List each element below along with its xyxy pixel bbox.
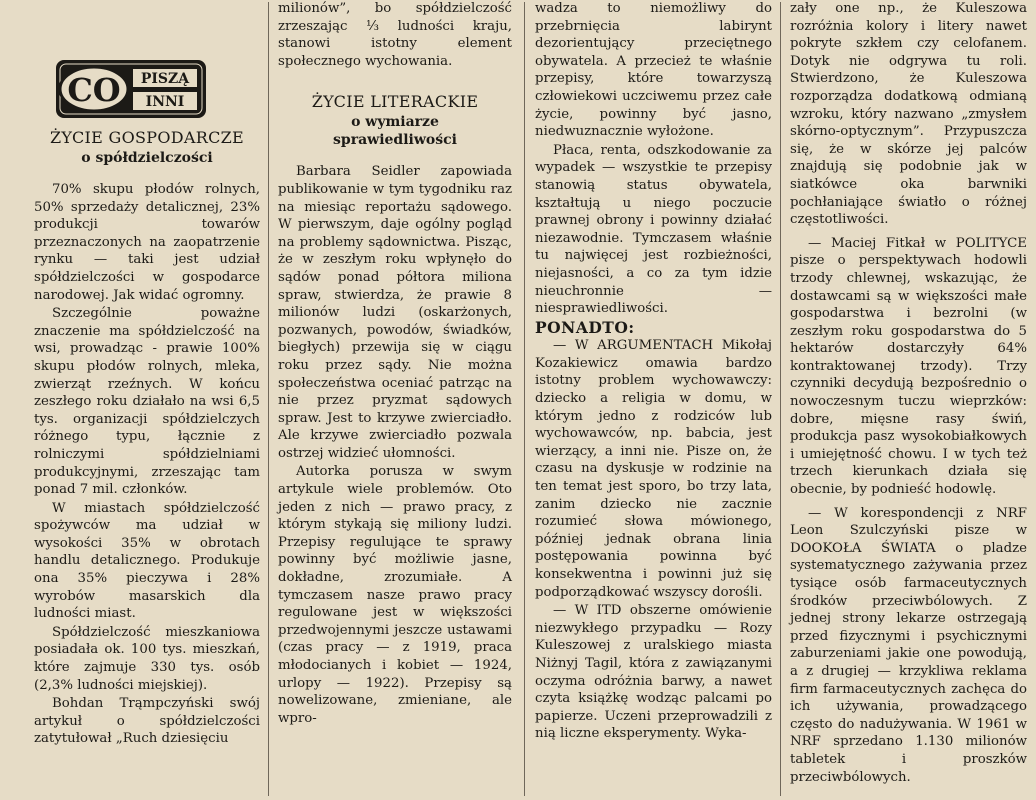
logo-co-text: CO [67, 71, 121, 109]
ponadto-heading: PONADTO: [535, 317, 635, 337]
section-subtitle-line-2: sprawiedliwości [333, 132, 457, 149]
column-rule-1 [268, 2, 269, 796]
column-rule-2 [524, 2, 525, 796]
paragraph: Płaca, renta, odszkodowanie za wypadek — wszystkie te przepisy stanowią status obywatela, kształtują u niego poczucie prawnej obrony i powinny działać niezawodnie. Tymczasem właśnie tu najwięcej jest rozbieżności, niejasności, a co za tym idzie nieuchronnie — niesprawiedliwości. [535, 142, 772, 317]
paragraph-continuation: wadza to niemożliwy do przebrnięcia labirynt dezorientujący przeciętnego obywatela. A przecież te właśnie przepisy, które towarzyszą człowiekowi uczciwemu przez całe życie, powinny być jasno, niedwuznacznie wyłożone. [535, 1, 772, 140]
column-rule-3 [780, 2, 781, 796]
logo-inni-text: INNI [145, 94, 185, 110]
co-pisza-inni-logo [56, 60, 206, 118]
paragraph-continuation: zały one np., że Kuleszowa rozróżnia kolory i litery nawet pokryte szkłem czy celofanem. Dotyk nie odgrywa tu roli. Stwierdzono, że Kuleszowa rozporządza dodatkową odmianą wzroku, który nazwano „zmysłem skórno-optycznym”. Przypuszcza się, że w skórze jej palców znajdują się podobnie jak w siatkówce oka barwniki pochłaniające światło o różnej częstotliwości. [790, 1, 1027, 228]
paragraph: Spółdzielczość mieszkaniowa posiadała ok. 100 tys. mieszkań, które zajmuje 330 tys. osób (2,3% ludności miejskiej). [34, 624, 260, 693]
paragraph: — W ITD obszerne omówienie niezwykłego przypadku — Rozy Kuleszowej z uralskiego miasta Niżnyj Tagil, która z zawiązanymi oczyma odróżnia barwy, a nawet czyta książkę wodząc palcami po papierze. Uczeni przeprowadzili z nią liczne eksperymenty. Wyka- [535, 603, 772, 742]
column-2 [278, 0, 512, 800]
section-title-literackie: ŻYCIE LITERACKIE [311, 92, 479, 112]
paragraph-continuation: milionów”, bo spółdzielczość zrzeszając ⅓ ludności kraju, stanowi istotny element społecznego wychowania. [278, 1, 512, 69]
paragraph: Barbara Seidler zapowiada publikowanie w tym tygodniku raz na miesiąc reportażu sądowego. W pierwszym, daje ogólny pogląd na problemy sądownictwa. Pisząc, że w zeszłym roku wpłynęło do sądów ponad półtora miliona spraw, stwierdza, że prawie 8 milionów ludzi (oskarżonych, pozwanych, powodów, świadków, biegłych) przewija się w ciągu roku przez sądy. Nie można społeczeństwa oceniać patrząc na nie przez pryzmat sądowych spraw. Jest to krzywe zwierciadło. Ale krzywe zwierciadło pozwala ostrzej widzieć ułomności. [278, 164, 512, 461]
paragraph: Szczególnie poważne znaczenie ma spółdzielczość na wsi, prowadząc - prawie 100% skupu płodów rolnych, mleka, zwierząt rzeźnych. W końcu zeszłego roku działało na wsi 6,5 tys. organizacji spółdzielczych różnego typu, łącznie z rolniczymi spółdzielniami produkcyjnymi, zrzeszając tam ponad 7 mil. członków. [34, 306, 260, 498]
logo-pisza-text: PISZĄ [140, 71, 190, 87]
column-1 [34, 0, 260, 800]
paragraph: Bohdan Trąmpczyński swój artykuł o spółdzielczości zatytułował „Ruch dziesięciu [34, 696, 260, 747]
column-3 [535, 0, 772, 800]
paragraph: — W ARGUMENTACH Mikołaj Kozakiewicz omawia bardzo istotny problem wychowawczy: dziecko a religia w domu, w którym jedno z rodziców lub wychowawców, np. babcia, jest wierzący, a inni nie. Pisze on, że czasu na dyskusje w rodzinie na ten temat jest sporo, bo trzy lata, zanim dziecko nie zacznie rozumieć słowa mówionego, później jednak obrana linia postępowania powinna być konsekwentna i powinni już się podporządkować wszyscy dorośli. [535, 338, 772, 600]
section-subtitle-line-1: o wymiarze [351, 114, 439, 131]
paragraph: 70% skupu płodów rolnych, 50% sprzedaży detalicznej, 23% produkcji towarów przeznaczonych na zaopatrzenie rynku — taki jest udział spółdzielczości w gospodarce narodowej. Jak widać ogromny. [34, 182, 260, 303]
paragraph: W miastach spółdzielczość spożywców ma udział w wysokości 35% w obrotach handlu detalicznego. Produkuje ona 35% pieczywa i 28% wyrobów masarskich dla ludności miast. [34, 500, 260, 622]
section-subtitle-gospodarcze: o spółdzielczości [81, 150, 213, 166]
section-title-gospodarcze: ŻYCIE GOSPODARCZE [49, 128, 245, 147]
paragraph: — Maciej Fitkał w POLITYCE pisze o perspektywach hodowli trzody chlewnej, wskazując, że dostawcami są w większości małe gospodarstwa i bezrolni (w zeszłym roku gospodarstwa do 5 hektarów dostarczyły 64% kontraktowanej trzody). Trzy czynniki decydują bezpośrednio o nowoczesnym tuczu wieprzków: dobre, mięsne rasy świń, produkcja pasz wysokobiałkowych i umiejętność chowu. I w tych też trzech kierunkach działa się obecnie, by podnieść hodowlę. [790, 235, 1027, 498]
column-4 [790, 0, 1027, 800]
paragraph: Autorka porusza w swym artykule wiele problemów. Oto jeden z nich — prawo pracy, z którym stykają się miliony ludzi. Przepisy regulujące te sprawy powinny być możliwie jasne, dokładne, zrozumiałe. A tymczasem nasze prawo pracy regulowane jest w większości przedwojennymi jeszcze ustawami (czas pracy — z 1919, praca młodocianych i kobiet — 1924, urlopy — 1922). Przepisy są nowelizowane, zmieniane, ale wpro- [278, 464, 512, 726]
paragraph: — W korespondencji z NRF Leon Szulczyński pisze w DOOKOŁA ŚWIATA o pladze systematycznego zażywania przez tysiące osób farmaceutycznych środków przeciwbólowych. Z jednej strony lekarze ostrzegają przed fizycznymi i psychicznymi zaburzeniami jakie one powodują, a z drugiej — krzykliwa reklama firm farmaceutycznych zachęca do ich używania, prowadzącego często do nadużywania. W 1961 w NRF sprzedano 1.130 milionów tabletek i proszków przeciwbólowych. [790, 505, 1027, 785]
